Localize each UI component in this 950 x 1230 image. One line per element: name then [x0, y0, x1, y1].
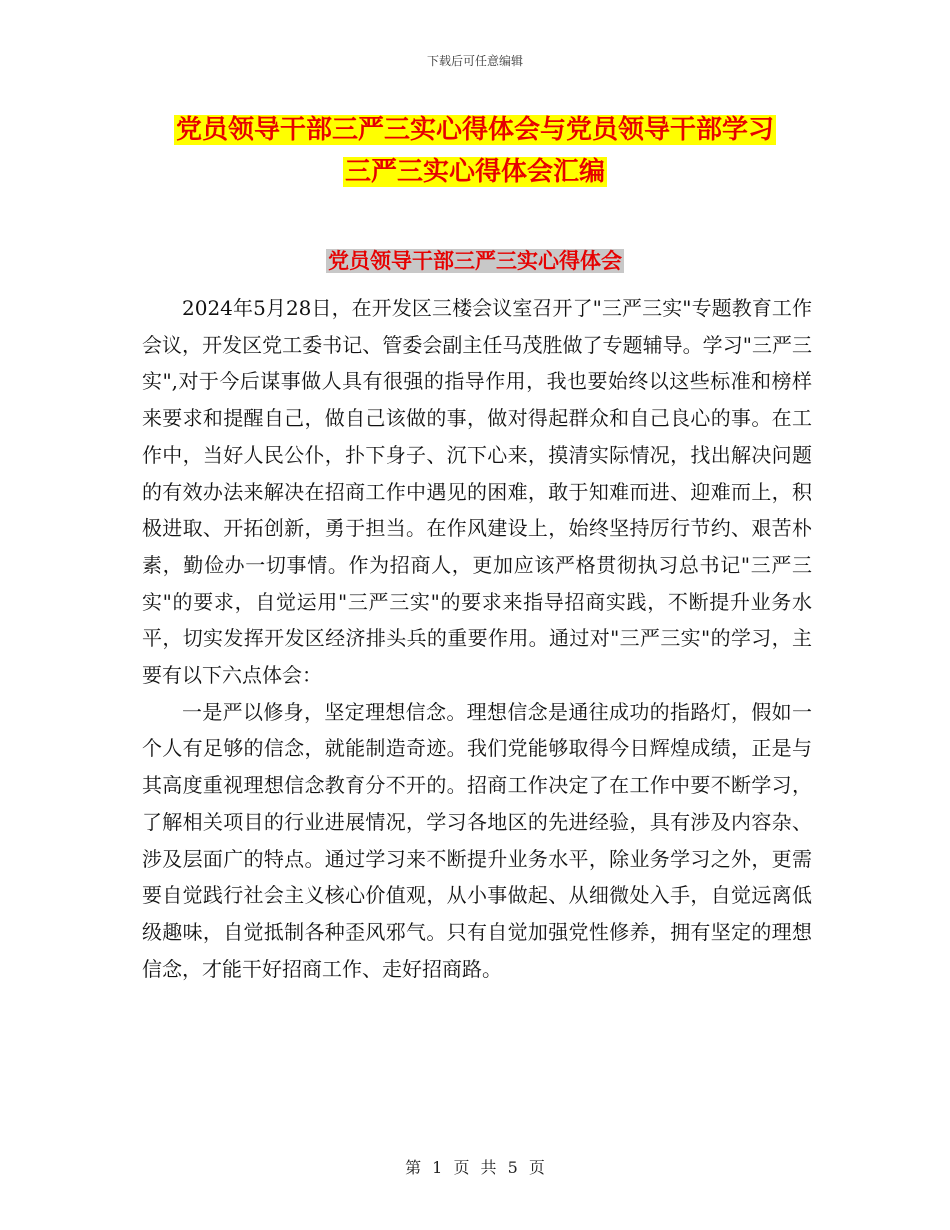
paragraph-intro: 2024年5月28日，在开发区三楼会议室召开了"三严三实"专题教育工作会议，开发区党工委书记、管委会副主任马茂胜做了专题辅导。学习"三严三实",对于今后谋事做人具有很强的指导作用，我也要始终以这些标准和榜样来要求和提醒自己，做自己该做的事，做对得起群众和自己良心的事。在工作中，当好人民公仆，扑下身子、沉下心来，摸清实际情况，找出解决问题的有效办法来解决在招商工作中遇见的困难，敢于知难而进、迎难而上，积极进取、开拓创新，勇于担当。在作风建设上，始终坚持厉行节约、艰苦朴素，勤俭办一切事情。作为招商人，更加应该严格贯彻执习总书记"三严三实"的要求，自觉运用"三严三实"的要求来指导招商实践，不断提升业务水平，切实发挥开发区经济排头兵的重要作用。通过对"三严三实"的学习，主要有以下六点体会：	[142, 296, 812, 688]
paragraph-point-one: 一是严以修身，坚定理想信念。理想信念是通往成功的指路灯，假如一个人有足够的信念，就能制造奇迹。我们党能够取得今日辉煌成绩，正是与其高度重视理想信念教育分不开的。招商工作决定了在工作中要不断学习，了解相关项目的行业进展情况，学习各地区的先进经验，具有涉及内容杂、涉及层面广的特点。通过学习来不断提升业务水平，除业务学习之外，更需要自觉践行社会主义核心价值观，从小事做起、从细微处入手，自觉远离低级趣味，自觉抵制各种歪风邪气。只有自觉加强党性修养，拥有坚定的理想信念，才能干好招商工作、走好招商路。	[142, 699, 812, 981]
page-number-footer: 第 1 页 共 5 页	[405, 1158, 545, 1177]
section-title	[0, 243, 950, 279]
document-title-line-2-text: 三严三实心得体会汇编	[344, 157, 605, 187]
document-title-line-1-text: 党员领导干部三严三实心得体会与党员领导干部学习	[175, 115, 774, 145]
document-body	[142, 290, 812, 987]
header-note: 下载后可任意编辑	[426, 54, 523, 68]
document-title-line-2	[0, 152, 950, 192]
document-title-line-1	[0, 110, 950, 150]
section-title-text: 党员领导干部三严三实心得体会	[328, 249, 622, 273]
